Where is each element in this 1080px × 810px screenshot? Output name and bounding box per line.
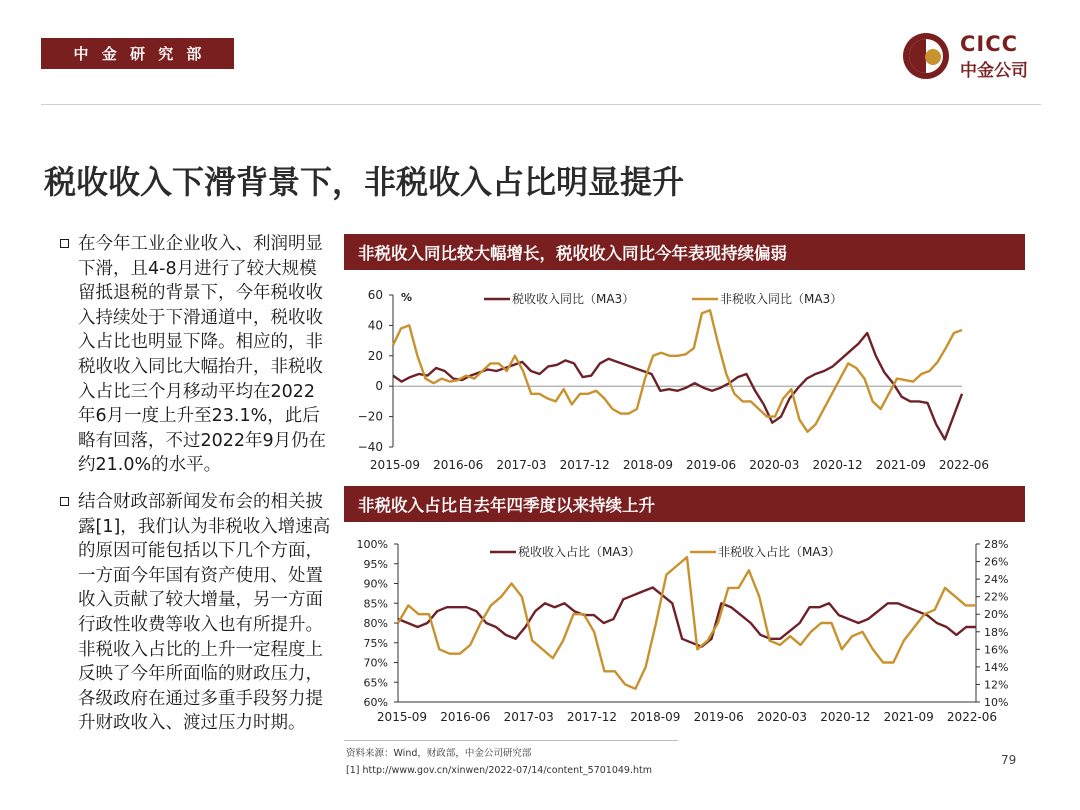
page-title: 税收收入下滑背景下，非税收入占比明显提升	[44, 163, 685, 201]
x-tick-label: 2020-12	[812, 458, 863, 472]
x-tick-label: 2017-03	[503, 710, 554, 724]
x-tick-label: 2015-09	[369, 458, 421, 472]
cicc-logo-icon	[900, 30, 956, 82]
x-tick-label: 2019-06	[686, 458, 737, 472]
x-tick-label: 2017-12	[559, 458, 610, 472]
chart1-svg	[344, 282, 1034, 477]
y-right-tick-label: 10%	[984, 696, 1009, 709]
y-tick-label: 60	[367, 288, 383, 302]
chart2-svg	[344, 532, 1034, 728]
x-tick-label: 2017-12	[566, 710, 618, 724]
bullet-square-icon	[60, 497, 69, 506]
source-note: 资料来源：Wind，财政部，中金公司研究部	[346, 748, 532, 759]
y-right-tick-label: 12%	[984, 678, 1009, 692]
y-left-tick-label: 80%	[363, 617, 388, 630]
y-left-tick-label: 70%	[363, 656, 388, 670]
x-tick-label: 2020-03	[749, 458, 800, 472]
legend-label: 税收收入同比（MA3）	[512, 292, 635, 306]
legend-label: 税收收入占比（MA3）	[518, 545, 641, 559]
y-tick-label: −20	[357, 409, 383, 424]
y-left-tick-label: 75%	[363, 636, 388, 650]
x-tick-label: 2018-09	[622, 458, 673, 472]
legend-label: 非税收入同比（MA3）	[720, 292, 843, 306]
x-tick-label: 2022-06	[946, 710, 998, 724]
y-right-tick-label: 20%	[984, 608, 1009, 622]
y-tick-label: 0	[375, 379, 383, 394]
chart1-title-bar: 非税收入同比较大幅增长，税收收入同比今年表现持续偏弱	[344, 234, 1025, 270]
y-left-tick-label: 65%	[363, 676, 388, 690]
reference-link[interactable]: [1] http://www.gov.cn/xinwen/2022-07/14/content_5701049.htm	[346, 765, 652, 776]
y-left-tick-label: 60%	[363, 696, 388, 709]
x-tick-label: 2020-03	[756, 710, 808, 724]
header-divider	[41, 104, 1041, 105]
x-tick-label: 2015-09	[376, 710, 428, 724]
y-left-tick-label: 90%	[363, 577, 388, 591]
bullet-square-icon	[60, 239, 69, 248]
x-tick-label: 2018-09	[630, 710, 681, 724]
x-tick-label: 2020-12	[820, 710, 871, 724]
footnote-divider	[344, 740, 678, 741]
x-tick-label: 2016-06	[433, 458, 484, 472]
page-number: 79	[1001, 753, 1017, 767]
y-right-tick-label: 18%	[984, 625, 1009, 639]
series-line-nontax-yoy	[393, 310, 962, 432]
y-left-tick-label: 95%	[363, 557, 388, 571]
x-tick-label: 2022-06	[938, 458, 990, 472]
y-right-tick-label: 26%	[984, 555, 1009, 569]
x-tick-label: 2021-09	[883, 710, 934, 724]
y-tick-label: 40	[367, 318, 383, 333]
logo-text-en: CICC	[960, 32, 1019, 56]
y-left-tick-label: 85%	[363, 597, 388, 611]
bullet-text: 结合财政部新闻发布会的相关披露[1]，我们认为非税收入增速高的原因可能包括以下几个方面，一方面今年国有资产使用、处置收入贡献了较大增量，另一方面行政性收费等收入也有所提升。非税收入占比的上升一定程度上反映了今年所面临的财政压力，各级政府在通过多重手段努力提升财政收入、渡过压力时期。	[78, 491, 331, 734]
y-right-tick-label: 24%	[984, 573, 1009, 587]
bullet-item	[60, 232, 332, 478]
chart2-title-bar: 非税收入占比自去年四季度以来持续上升	[344, 486, 1025, 522]
bullet-list	[60, 232, 332, 736]
x-tick-label: 2019-06	[693, 710, 744, 724]
department-label: 中 金 研 究 部	[41, 38, 234, 69]
unit-label: %	[401, 291, 413, 304]
x-tick-label: 2017-03	[496, 458, 547, 472]
y-tick-label: 20	[367, 348, 383, 363]
bullet-item	[60, 490, 332, 736]
cicc-logo	[900, 30, 1050, 82]
y-right-tick-label: 28%	[984, 538, 1009, 551]
logo-text-cn: 中金公司	[960, 61, 1028, 81]
bullet-text: 在今年工业企业收入、利润明显下滑，且4-8月进行了较大规模留抵退税的背景下，今年税收收入持续处于下滑通道中，税收收入占比也明显下降。相应的，非税收收入同比大幅抬升，非税收入占比三个月移动平均在2022年6月一度上升至23.1%，此后略有回落，不过2022年9月仍在约21.0%的水平。	[78, 234, 327, 476]
y-left-tick-label: 100%	[356, 538, 388, 551]
x-tick-label: 2016-06	[440, 710, 491, 724]
y-tick-label: −40	[357, 440, 383, 454]
x-tick-label: 2021-09	[875, 458, 926, 472]
y-right-tick-label: 14%	[984, 660, 1009, 674]
y-right-tick-label: 22%	[984, 590, 1009, 604]
y-right-tick-label: 16%	[984, 643, 1009, 657]
legend-label: 非税收入占比（MA3）	[718, 545, 841, 559]
